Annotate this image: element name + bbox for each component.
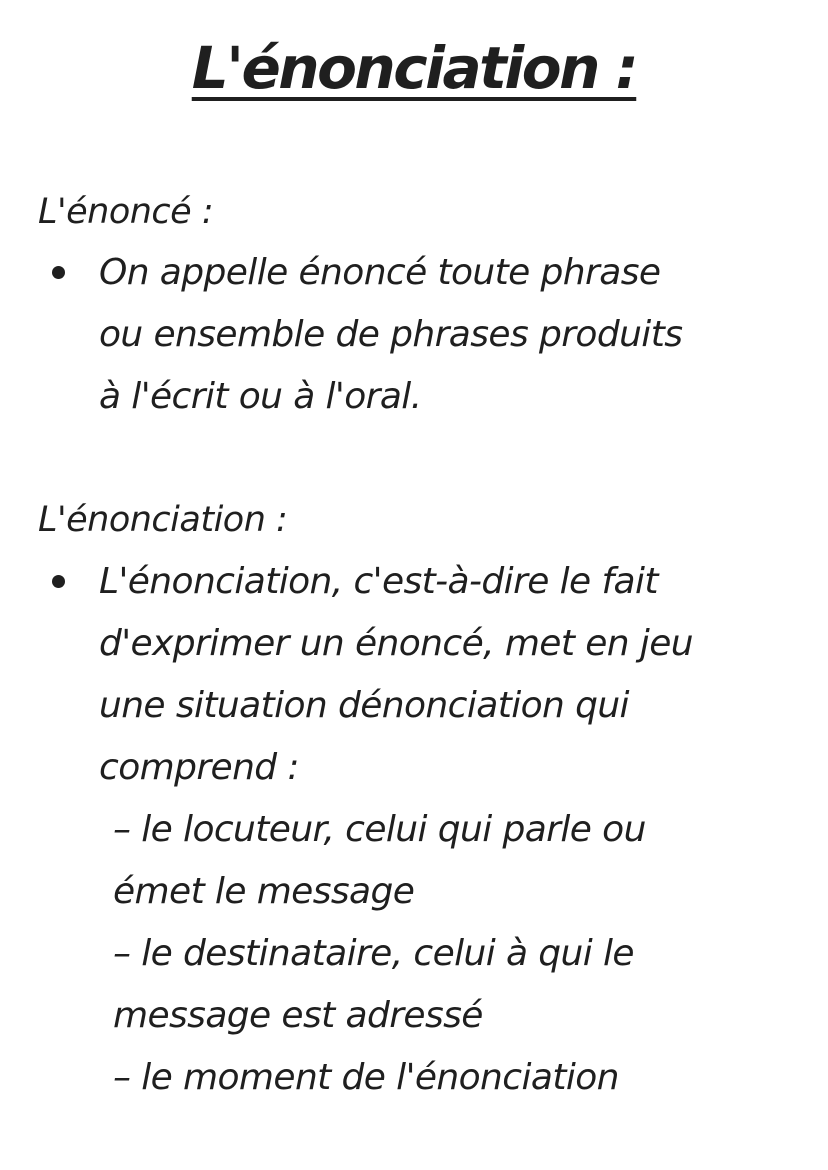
bullet-line: L'énonciation, c'est-à-dire le fait bbox=[99, 561, 658, 602]
bullet-icon bbox=[52, 575, 65, 588]
bullet-line: On appelle énoncé toute phrase bbox=[99, 252, 661, 293]
sub-list-line: message est adressé bbox=[113, 995, 483, 1036]
bullet-line: d'exprimer un énoncé, met en jeu bbox=[99, 623, 693, 664]
sub-list-line: – le destinataire, celui à qui le bbox=[113, 933, 634, 974]
bullet-icon bbox=[52, 266, 65, 279]
sub-list-line: – le moment de l'énonciation bbox=[113, 1057, 619, 1098]
sub-list-line: émet le message bbox=[113, 871, 415, 912]
section-heading-enonciation: L'énonciation : bbox=[38, 500, 288, 540]
bullet-line: ou ensemble de phrases produits bbox=[99, 314, 683, 355]
section-heading-enonce: L'énoncé : bbox=[38, 192, 214, 232]
sub-list-line: – le locuteur, celui qui parle ou bbox=[113, 809, 646, 850]
bullet-line: une situation dénonciation qui bbox=[99, 685, 629, 726]
page-title: L'énonciation : bbox=[191, 34, 637, 102]
bullet-line: comprend : bbox=[99, 747, 299, 788]
bullet-line: à l'écrit ou à l'oral. bbox=[99, 376, 422, 417]
